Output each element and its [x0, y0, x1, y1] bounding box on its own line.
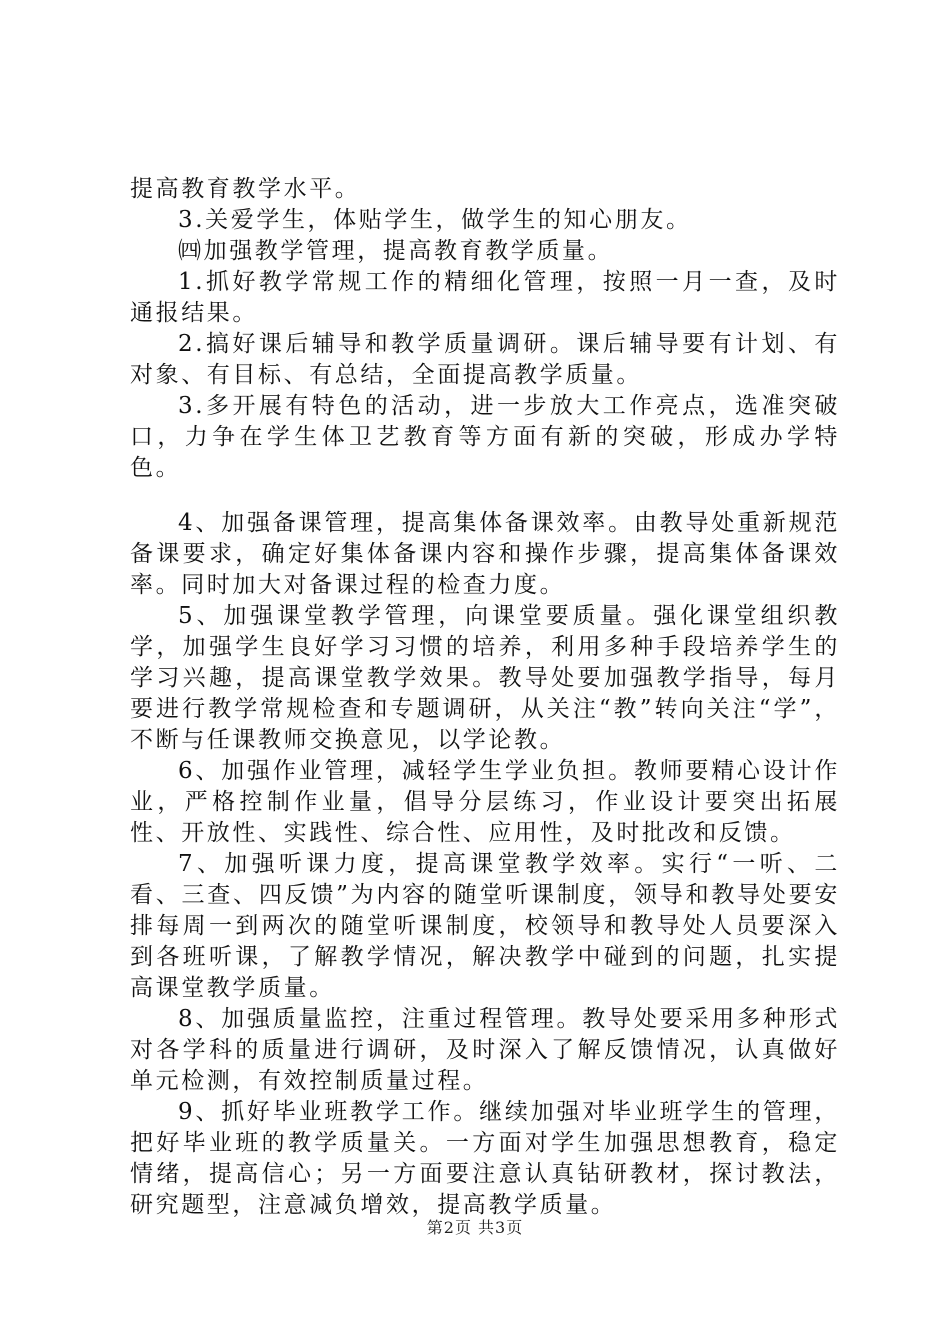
document-body: [130, 174, 840, 1221]
paragraph-item-3-care-students: 3.关爱学生，体贴学生，做学生的知心朋友。: [178, 207, 692, 233]
paragraph-item-8-quality-monitoring: 8、加强质量监控，注重过程管理。教导处要采用多种形式对各学科的质量进行调研，及时深入了解反馈情况，认真做好单元检测，有效控制质量过程。: [130, 1006, 840, 1094]
paragraph-item-2-tutoring: 2.搞好课后辅导和教学质量调研。课后辅导要有计划、有对象、有目标、有总结，全面提高教学质量。: [130, 331, 840, 388]
paragraph-item-7-lesson-observation: 7、加强听课力度，提高课堂教学效率。实行“一听、二看、三查、四反馈”为内容的随堂听课制度，领导和教导处要安排每周一到两次的随堂听课制度，校领导和教导处人员要深入到各班听课，了解教学情况，解决教学中碰到的问题，扎实提高课堂教学质量。: [130, 851, 840, 1001]
paragraph-item-5-classroom: 5、加强课堂教学管理，向课堂要质量。强化课堂组织教学，加强学生良好学习习惯的培养，利用多种手段培养学生的学习兴趣，提高课堂教学效果。教导处要加强教学指导，每月要进行教学常规检查和专题调研，从关注“教”转向关注“学”，不断与任课教师交换意见，以学论教。: [130, 603, 840, 753]
page-footer: 第2页 共3页: [426, 1218, 524, 1237]
paragraph-gap: [130, 484, 840, 508]
paragraph-item-3-activities: 3.多开展有特色的活动，进一步放大工作亮点，选准突破口，力争在学生体卫艺教育等方面有新的突破，形成办学特色。: [130, 393, 840, 481]
paragraph-item-9-graduating-class: 9、抓好毕业班教学工作。继续加强对毕业班学生的管理，把好毕业班的教学质量关。一方面对学生加强思想教育，稳定情绪，提高信心；另一方面要注意认真钻研教材，探讨教法，研究题型，注意减负增效，提高教学质量。: [130, 1099, 840, 1218]
section-heading-teaching-management: ㈣加强教学管理，提高教育教学质量。: [178, 238, 614, 264]
paragraph-continuation: 提高教育教学水平。: [130, 176, 361, 202]
paragraph-item-4-lesson-prep: 4、加强备课管理，提高集体备课效率。由教导处重新规范备课要求，确定好集体备课内容和操作步骤，提高集体备课效率。同时加大对备课过程的检查力度。: [130, 510, 840, 598]
paragraph-item-6-homework: 6、加强作业管理，减轻学生学业负担。教师要精心设计作业，严格控制作业量，倡导分层练习，作业设计要突出拓展性、开放性、实践性、综合性、应用性，及时批改和反馈。: [130, 758, 840, 846]
paragraph-item-1-routine-management: 1.抓好教学常规工作的精细化管理，按照一月一查，及时通报结果。: [130, 269, 840, 326]
